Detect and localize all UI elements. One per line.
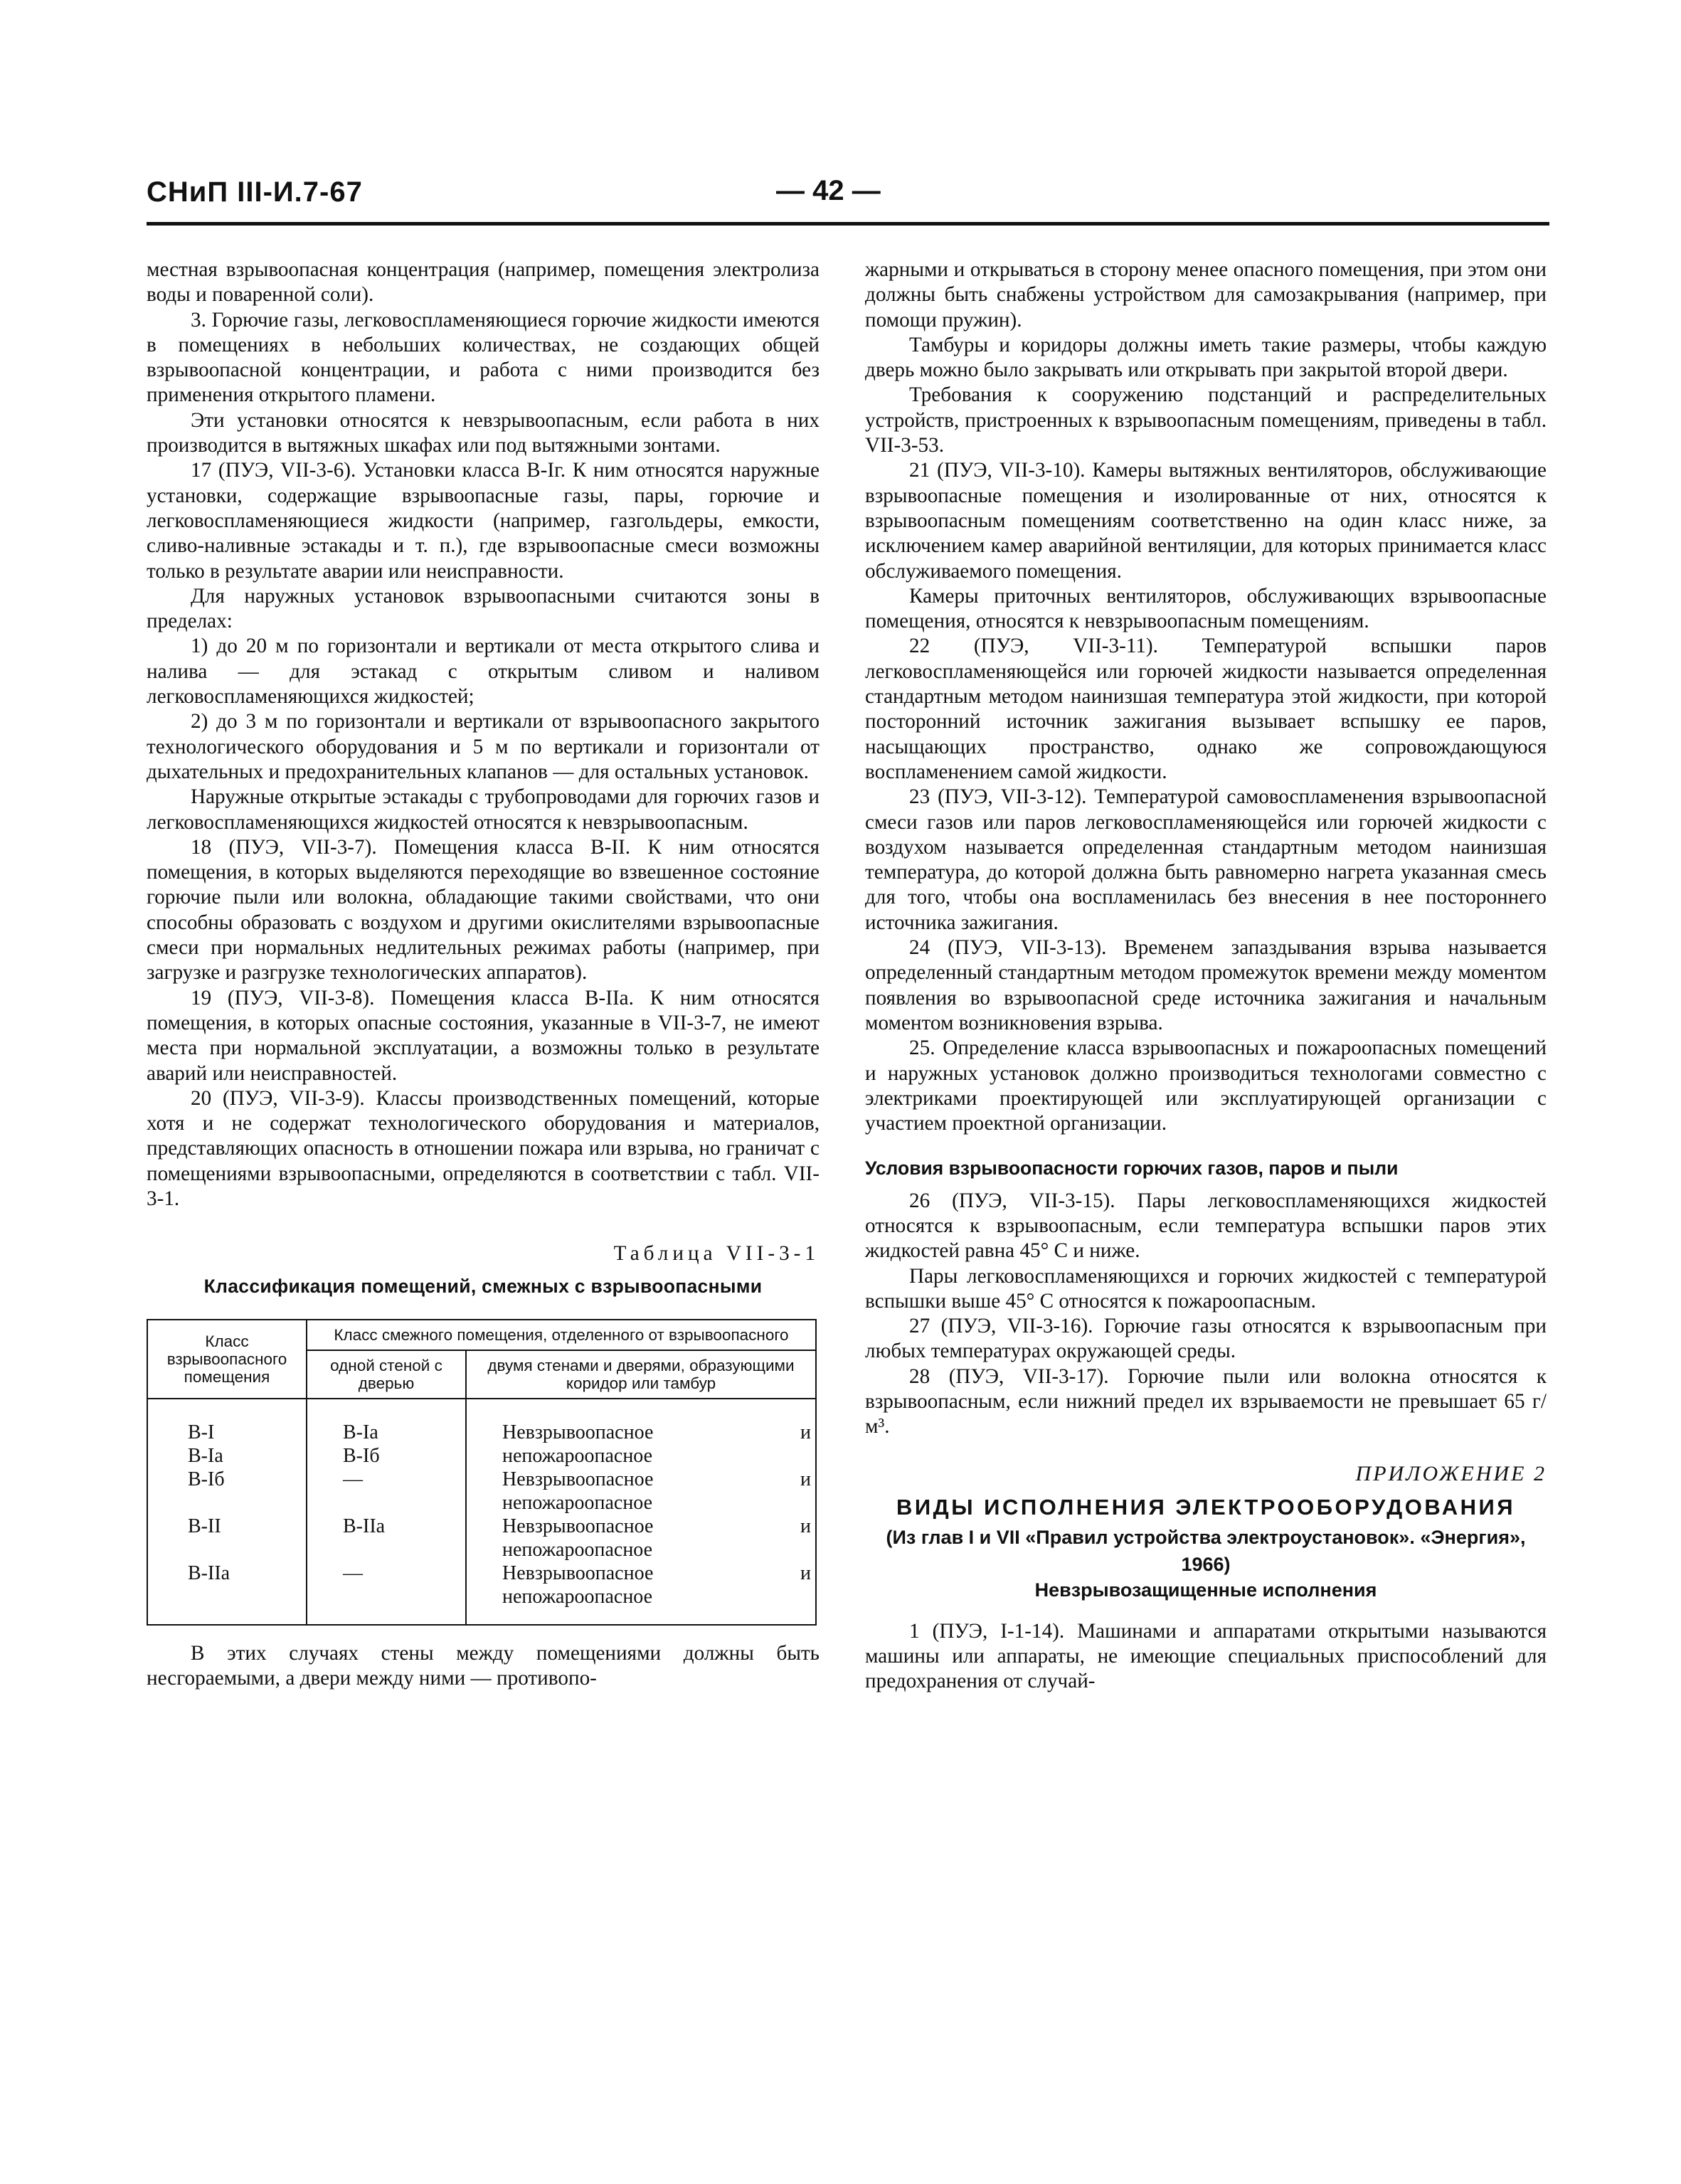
paragraph: Требования к сооружению подстанций и распределительных устройств, пристроенных к взрывоопасным помещениям, приведены в табл. VII-3-53. [865, 383, 1547, 457]
table-title: Классификация помещений, смежных с взрывоопасными [203, 1275, 763, 1297]
appendix-subtitle: Невзрывозащищенные исполнения [1034, 1579, 1377, 1601]
table-cell: Невзрывоопасное и непожароопасное [466, 1515, 816, 1562]
table-header-cell: двумя стенами и дверями, образующими коридор или тамбур [466, 1350, 816, 1399]
paragraph: 20 (ПУЭ, VII-3-9). Классы производственных помещений, которые хотя и не содержат технологического оборудования и материалов, представляющих опасность в отношении пожара или взрыва, но граничат с помещениями взрывоопасными, определяются в соответствии с табл. VII-3-1. [147, 1086, 820, 1210]
paragraph: Тамбуры и коридоры должны иметь такие размеры, чтобы каждую дверь можно было закрывать или открывать при закрытой второй двери. [865, 333, 1547, 382]
paragraph: Для наружных установок взрывоопасными считаются зоны в пределах: [147, 584, 820, 633]
paragraph: 23 (ПУЭ, VII-3-12). Температурой самовоспламенения взрывоопасной смеси газов или паров легковоспламеняющейся или горючей жидкости с воздухом называется определенная стандартным методом наинизшая температура, до которой должна быть равномерно нагрета указанная смесь для того, чтобы она воспламенилась без внесения в нее постороннего источника зажигания. [865, 785, 1547, 934]
table-cell: В-Iб [147, 1468, 307, 1515]
header-rule [147, 222, 1549, 226]
paragraph: местная взрывоопасная концентрация (например, помещения электролиза воды и поваренной соли). [147, 258, 820, 307]
paragraph: 27 (ПУЭ, VII-3-16). Горючие газы относятся к взрывоопасным при любых температурах окружающей среды. [865, 1315, 1547, 1363]
appendix-source: (Из глав I и VII «Правил устройства электроустановок». «Энергия», 1966) [886, 1527, 1526, 1576]
paragraph: 1 (ПУЭ, I-1-14). Машинами и аппаратами открытыми называются машины или аппараты, не имеющие специальных приспособлений для предохранения от случай- [865, 1619, 1547, 1693]
document-code: СНиП III-И.7-67 [147, 176, 363, 208]
table-cell: В-II [147, 1515, 307, 1562]
paragraph: 21 (ПУЭ, VII-3-10). Камеры вытяжных вентиляторов, обслуживающие взрывоопасные помещения и изолированные от них, относятся к взрывоопасным помещениям соответственно на один класс ниже, за исключением камер аварийной вентиляции, для которых принимается класс обслуживаемого помещения. [865, 459, 1547, 583]
section-heading: Условия взрывоопасности горючих газов, паров и пыли [865, 1157, 1399, 1180]
paragraph: 26 (ПУЭ, VII-3-15). Пары легковоспламеняющихся жидкостей относятся к взрывоопасным, если температура вспышки паров этих жидкостей равна 45° С и ниже. [865, 1189, 1547, 1263]
table-row [147, 1515, 816, 1562]
table-cell: — [307, 1562, 466, 1625]
table-cell: В-IIа [307, 1515, 466, 1562]
appendix-title: ВИДЫ ИСПОЛНЕНИЯ ЭЛЕКТРООБОРУДОВАНИЯ [896, 1494, 1516, 1520]
classification-table [147, 1319, 817, 1626]
paragraph: Эти установки относятся к невзрывоопасным, если работа в них производится в вытяжных шкафах или под вытяжными зонтами. [147, 408, 820, 457]
table-cell: В-Iа [307, 1399, 466, 1444]
table-cell: Невзрывоопасное и непожароопасное [466, 1399, 816, 1468]
list-item: 2) до 3 м по горизонтали и вертикали от взрывоопасного закрытого технологического оборудования и 5 м по вертикали и горизонтали от дыхательных и предохранительных клапанов — для остальных установок. [147, 710, 820, 783]
table-cell: Невзрывоопасное и непожароопасное [466, 1468, 816, 1515]
page-header [147, 176, 1549, 226]
paragraph: Пары легковоспламеняющихся и горючих жидкостей с температурой вспышки выше 45° С относятся к пожароопасным. [865, 1264, 1547, 1313]
table-row [147, 1468, 816, 1515]
table-header-group: Класс смежного помещения, отделенного от взрывоопасного [307, 1320, 816, 1350]
paragraph: жарными и открываться в сторону менее опасного помещения, при этом они должны быть снабжены устройством для самозакрывания (например, при помощи пружин). [865, 258, 1547, 332]
paragraph: Наружные открытые эстакады с трубопроводами для горючих газов и легковоспламеняющихся жидкостей относятся к невзрывоопасным. [147, 785, 820, 834]
table-cell: Невзрывоопасное и непожароопасное [466, 1562, 816, 1625]
paragraph: 3. Горючие газы, легковоспламеняющиеся горючие жидкости имеются в помещениях в небольших количествах, не создающих общей взрывоопасной концентрации, и работа с ними производится без применения открытого пламени. [147, 308, 820, 407]
table-cell: — [307, 1468, 466, 1515]
left-column [147, 258, 820, 1691]
paragraph: 28 (ПУЭ, VII-3-17). Горючие пыли или волокна относятся к взрывоопасным, если нижний предел их взрываемости не превышает 65 г/м³. [865, 1364, 1547, 1438]
table-row [147, 1562, 816, 1625]
table-row [147, 1399, 816, 1444]
right-column [865, 258, 1547, 1694]
paragraph: Камеры приточных вентиляторов, обслуживающих взрывоопасные помещения, относятся к невзрывоопасным помещениям. [865, 584, 1547, 633]
page-number: — 42 — [776, 175, 881, 206]
table-label: Таблица VII-3-1 [613, 1242, 820, 1266]
table-header-cell: Класс взрывоопасного помещения [147, 1320, 307, 1399]
paragraph: 24 (ПУЭ, VII-3-13). Временем запаздывания взрыва называется определенный стандартным методом промежуток времени между моментом появления во взрывоопасной среде источника зажигания и начальным моментом возникновения взрыва. [865, 936, 1547, 1034]
paragraph: 25. Определение класса взрывоопасных и пожароопасных помещений и наружных установок должно производиться технологами совместно с электриками проектирующей или эксплуатирующей организации с участием проектной организации. [865, 1037, 1547, 1135]
paragraph: В этих случаях стены между помещениями должны быть несгораемыми, а двери между ними — противопо- [147, 1641, 820, 1690]
paragraph: 17 (ПУЭ, VII-3-6). Установки класса В-Iг. К ним относятся наружные установки, содержащие взрывоопасные газы, пары, горючие и легковоспламеняющиеся жидкости (например, газгольдеры, емкости, сливо-наливные эстакады и т. п.), где взрывоопасные смеси возможны только в результате аварии или неисправности. [147, 459, 820, 583]
table-cell: В-Iб [307, 1444, 466, 1468]
table-cell: В-I [147, 1399, 307, 1444]
table-header-cell: одной стеной с дверью [307, 1350, 466, 1399]
list-item: 1) до 20 м по горизонтали и вертикали от места открытого слива и налива — для эстакад с открытым сливом и наливом легковоспламеняющихся жидкостей; [147, 635, 820, 709]
paragraph: 22 (ПУЭ, VII-3-11). Температурой вспышки паров легковоспламеняющейся или горючей жидкости называется определенная стандартным методом наинизшая температура этой жидкости, при которой посторонний источник зажигания вызывает вспышку ее паров, насыщающих пространство, однако же сопровождающуюся воспламенением самой жидкости. [865, 635, 1547, 783]
paragraph: 18 (ПУЭ, VII-3-7). Помещения класса В-II. К ним относятся помещения, в которых выделяются переходящие во взвешенное состояние горючие пыли или волокна, обладающие такими свойствами, что они способны образовать с воздухом и другими окислителями взрывоопасные смеси при нормальных недлительных режимах работы (например, при загрузке и разгрузке технологических аппаратов). [147, 835, 820, 985]
table-cell: В-Iа [147, 1444, 307, 1468]
paragraph: 19 (ПУЭ, VII-3-8). Помещения класса В-IIа. К ним относятся помещения, в которых опасные состояния, указанные в VII-3-7, не имеют места при нормальной эксплуатации, а возможны только в результате аварий или неисправностей. [147, 986, 820, 1085]
table-cell: В-IIа [147, 1562, 307, 1625]
appendix-label: ПРИЛОЖЕНИЕ 2 [1355, 1461, 1547, 1485]
